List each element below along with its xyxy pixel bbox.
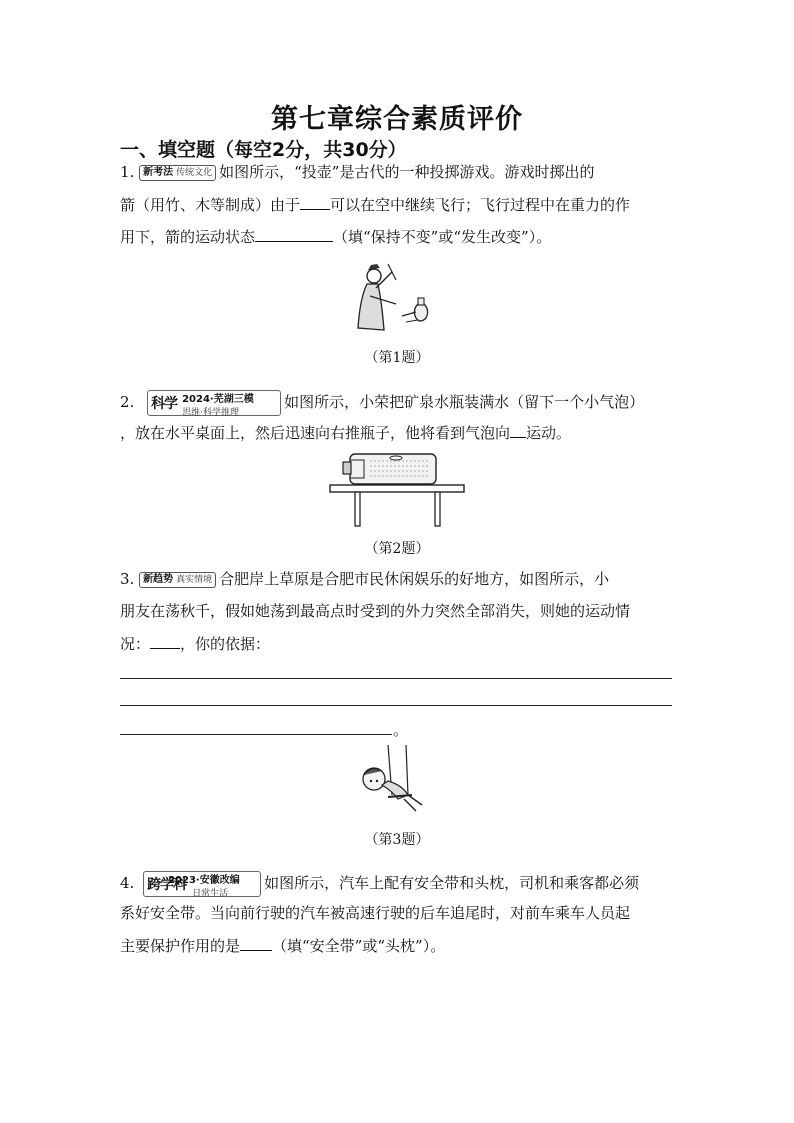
q4-line-3 — [120, 935, 445, 956]
q2-text-2b: 运动。 — [526, 424, 572, 442]
q3-line-2 — [120, 601, 630, 621]
q2-tag-top: 2024·芜湖三模 — [182, 394, 254, 405]
q2-text-1: 如图所示，小荣把矿泉水瓶装满水（留下一个小气泡） — [284, 393, 645, 411]
q1-tag-bold: 新考法 — [143, 167, 174, 178]
q2-tag-big: 科学 — [151, 396, 178, 412]
q4-number: 4. — [120, 874, 135, 892]
q3-tag — [139, 572, 216, 588]
q3-text-3a: 况： — [120, 635, 151, 653]
q1-line-3 — [120, 226, 551, 247]
q4-tag-top: 2023·安徽改编 — [168, 875, 240, 886]
q4-line-1 — [120, 871, 639, 897]
q2-caption: （第2题） — [364, 541, 430, 557]
q1-number: 1. — [120, 163, 135, 181]
q2-line-1 — [120, 390, 644, 416]
q1-text-2b: 可以在空中继续飞行；飞行过程中在重力的作 — [330, 196, 631, 214]
q1-tag — [139, 165, 216, 181]
q4-text-1: 如图所示，汽车上配有安全带和头枕，司机和乘客都必须 — [264, 874, 640, 892]
q2-tag-bottom: 思维·科学推理 — [182, 408, 239, 418]
q3-answer-line-3[interactable] — [120, 734, 392, 735]
q2-figure-bottle-table — [326, 452, 468, 528]
q2-line-2 — [120, 422, 571, 443]
q1-blank-2[interactable] — [255, 226, 333, 242]
q1-tag-text: 传统文化 — [176, 168, 213, 178]
q2-text-2a: ，放在水平桌面上，然后迅速向右推瓶子，他将看到气泡向 — [120, 424, 511, 442]
q3-answer-line-1[interactable] — [120, 678, 672, 679]
q1-text-2a: 箭（用竹、木等制成）由于 — [120, 196, 301, 214]
section-heading: 一、填空题（每空2分，共30分） — [120, 139, 407, 161]
q2-tag — [147, 390, 281, 416]
q3-text-2: 朋友在荡秋千，假如她荡到最高点时受到的外力突然全部消失，则她的运动情 — [120, 602, 631, 620]
q1-caption: （第1题） — [364, 350, 430, 366]
q3-blank-1[interactable] — [150, 633, 180, 649]
q4-tag-bottom: 日常生活 — [192, 889, 229, 899]
q3-number: 3. — [120, 570, 135, 588]
q3-tag-text: 真实情境 — [176, 575, 213, 585]
q4-blank-1[interactable] — [240, 935, 272, 951]
q4-text-2: 系好安全带。当向前行驶的汽车被高速行驶的后车追尾时，对前车乘车人员起 — [120, 904, 631, 922]
q3-line-3 — [120, 633, 270, 654]
q3-text-3b: ，你的依据： — [180, 635, 271, 653]
q2-blank-1[interactable] — [510, 422, 526, 438]
q3-text-1: 合肥岸上草原是合肥市民休闲娱乐的好地方，如图所示，小 — [219, 570, 610, 588]
q4-text-3b: （填“安全带”或“头枕”）。 — [272, 937, 446, 955]
q1-figure-touhu — [348, 258, 440, 336]
q1-text-3a: 用下，箭的运动状态 — [120, 228, 256, 246]
q3-line-1 — [120, 569, 609, 589]
q1-text-1: 如图所示，“投壶”是古代的一种投掷游戏。游戏时掷出的 — [219, 163, 595, 181]
q3-caption: （第3题） — [364, 832, 430, 848]
q4-tag — [143, 871, 261, 897]
q4-tag-big: 跨学科 — [147, 877, 187, 893]
q1-blank-1[interactable] — [300, 194, 330, 210]
q3-end-mark: 。 — [393, 721, 409, 739]
q2-number: 2. — [120, 393, 135, 411]
q4-line-2 — [120, 903, 630, 923]
q3-figure-swing-girl — [358, 745, 434, 823]
q1-line-2 — [120, 194, 630, 215]
page-title: 第七章综合素质评价 — [271, 104, 523, 135]
q1-text-3b: （填“保持不变”或“发生改变”）。 — [333, 228, 552, 246]
q4-text-3a: 主要保护作用的是 — [120, 937, 241, 955]
q1-line-1 — [120, 162, 594, 182]
q3-tag-bold: 新趋势 — [143, 574, 174, 585]
q3-answer-line-2[interactable] — [120, 705, 672, 706]
